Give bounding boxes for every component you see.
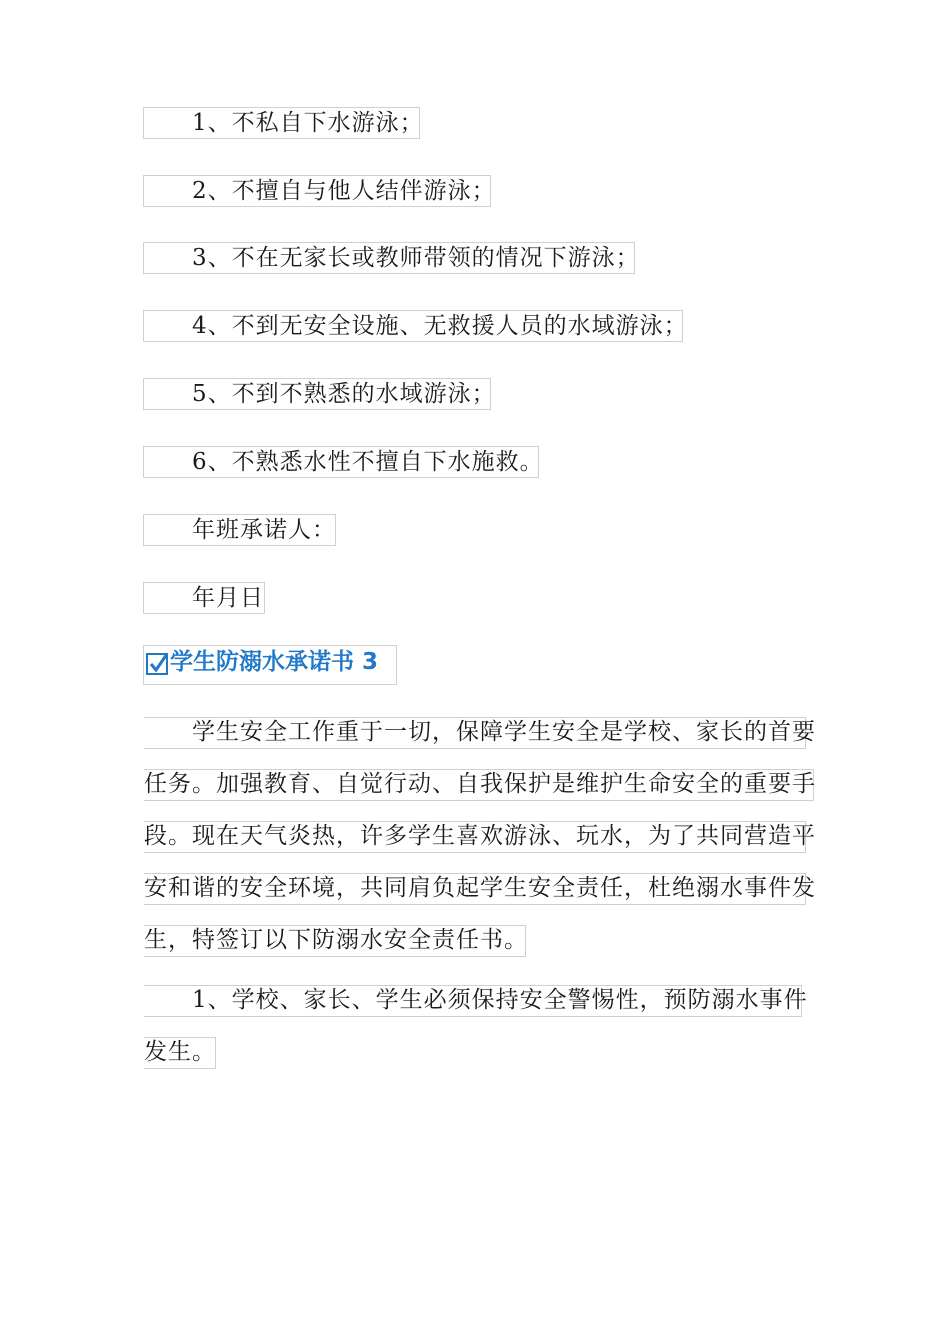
- section-title: [143, 645, 397, 685]
- rule-text: 2、不擅自与他人结伴游泳；: [192, 178, 496, 204]
- paragraph-line: [144, 1035, 816, 1087]
- rule-item-6: [143, 446, 544, 478]
- paragraph-line: [144, 923, 816, 975]
- paragraph-line: [144, 983, 816, 1035]
- checkbox-icon: [146, 653, 168, 675]
- paragraph-line-text: 学生安全工作重于一切，保障学生安全是学校、家长的首要: [192, 719, 816, 745]
- rule-text: 6、不熟悉水性不擅自下水施救。: [192, 449, 544, 475]
- paragraph-line-text: 安和谐的安全环境，共同肩负起学生安全责任，杜绝溺水事件发: [144, 875, 816, 901]
- section-title-text: 学生防溺水承诺书 3: [170, 649, 379, 675]
- paragraph-line-text: 任务。加强教育、自觉行动、自我保护是维护生命安全的重要手: [144, 771, 816, 797]
- date-line: [143, 582, 265, 614]
- paragraph-line-text: 1、学校、家长、学生必须保持安全警惕性，预防溺水事件: [192, 987, 808, 1013]
- signature-line: [143, 514, 336, 546]
- paragraph-line-text: 段。现在天气炎热，许多学生喜欢游泳、玩水，为了共同营造平: [144, 823, 816, 849]
- paragraph-intro: [144, 715, 816, 975]
- paragraph-line-text: 发生。: [144, 1039, 216, 1065]
- rule-item-3: [143, 242, 640, 274]
- paragraph-line-text: 生，特签订以下防溺水安全责任书。: [144, 927, 528, 953]
- rule-text: 3、不在无家长或教师带领的情况下游泳；: [192, 245, 640, 271]
- signature-text: 年班承诺人：: [192, 517, 336, 543]
- paragraph-line: [144, 767, 816, 819]
- rule-text: 1、不私自下水游泳；: [192, 110, 424, 136]
- paragraph-line: [144, 871, 816, 923]
- rule-text: 4、不到无安全设施、无救援人员的水域游泳；: [192, 313, 688, 339]
- rule-item-4: [143, 310, 688, 342]
- date-text: 年月日: [192, 585, 264, 611]
- paragraph-line: [144, 715, 816, 767]
- rule-item-5: [143, 378, 496, 410]
- rule-text: 5、不到不熟悉的水域游泳；: [192, 381, 496, 407]
- paragraph-rule-1: [144, 983, 816, 1087]
- rule-item-2: [143, 175, 496, 207]
- paragraph-line: [144, 819, 816, 871]
- rule-item-1: [143, 107, 424, 139]
